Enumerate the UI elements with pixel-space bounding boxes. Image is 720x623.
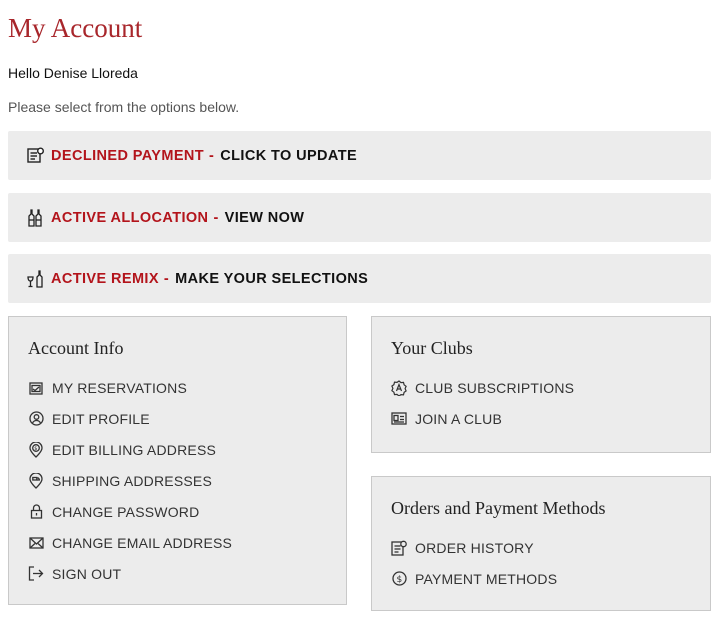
active-remix-alert[interactable]	[8, 254, 711, 303]
club-badge-icon	[391, 380, 407, 396]
your-clubs-heading: Your Clubs	[391, 338, 473, 358]
order-history-link[interactable]	[391, 532, 557, 563]
shipping-addresses-link[interactable]	[28, 465, 232, 496]
menu-label: CHANGE EMAIL ADDRESS	[52, 534, 233, 551]
lock-icon	[28, 504, 44, 520]
alert-action: VIEW NOW	[224, 209, 305, 226]
your-clubs-menu	[391, 372, 574, 434]
svg-text:$: $	[34, 445, 38, 452]
alert-separator: -	[209, 147, 215, 164]
instructions: Please select from the options below.	[8, 99, 240, 115]
user-icon	[28, 411, 44, 427]
account-info-panel	[8, 316, 347, 605]
alert-action: MAKE YOUR SELECTIONS	[175, 270, 369, 287]
account-info-menu	[28, 372, 232, 589]
payment-methods-link[interactable]	[391, 563, 557, 594]
alert-separator: -	[213, 209, 219, 226]
active-allocation-alert[interactable]	[8, 193, 711, 242]
wine-bottles-icon	[26, 208, 45, 227]
sign-out-icon	[28, 566, 44, 582]
menu-label: PAYMENT METHODS	[415, 570, 558, 587]
account-info-heading: Account Info	[28, 338, 124, 358]
club-subscriptions-link[interactable]	[391, 372, 574, 403]
join-a-club-link[interactable]	[391, 403, 574, 434]
alert-highlight: DECLINED PAYMENT	[51, 147, 205, 164]
alert-highlight: ACTIVE REMIX	[51, 270, 159, 287]
dollar-circle-icon	[391, 571, 407, 587]
menu-label: EDIT BILLING ADDRESS	[52, 441, 217, 458]
menu-label: ORDER HISTORY	[415, 539, 534, 556]
change-email-address-link[interactable]	[28, 527, 232, 558]
calendar-icon	[28, 380, 44, 396]
alert-action: CLICK TO UPDATE	[220, 147, 358, 164]
menu-label: CHANGE PASSWORD	[52, 503, 200, 520]
menu-label: SHIPPING ADDRESSES	[52, 472, 212, 489]
menu-label: JOIN A CLUB	[415, 410, 503, 427]
change-password-link[interactable]	[28, 496, 232, 527]
alert-separator: -	[163, 270, 170, 287]
payment-card-icon	[26, 146, 45, 165]
receipt-icon	[391, 540, 407, 556]
sign-out-link[interactable]	[28, 558, 232, 589]
edit-profile-link[interactable]	[28, 403, 232, 434]
menu-label: SIGN OUT	[52, 565, 122, 582]
menu-label: EDIT PROFILE	[52, 410, 150, 427]
orders-payment-panel	[371, 476, 711, 611]
declined-payment-alert[interactable]	[8, 131, 711, 180]
my-reservations-link[interactable]	[28, 372, 232, 403]
your-clubs-panel	[371, 316, 711, 453]
envelope-icon	[28, 535, 44, 551]
menu-label: CLUB SUBSCRIPTIONS	[415, 379, 575, 396]
wine-glass-bottle-icon	[26, 269, 45, 288]
truck-pin-icon	[28, 473, 44, 489]
alert-highlight: ACTIVE ALLOCATION	[51, 209, 209, 226]
edit-billing-address-link[interactable]	[28, 434, 232, 465]
orders-heading: Orders and Payment Methods	[391, 498, 606, 518]
page-title: My Account	[8, 13, 143, 43]
svg-text:$: $	[396, 575, 402, 585]
member-card-icon	[391, 411, 407, 427]
menu-label: MY RESERVATIONS	[52, 379, 187, 396]
greeting: Hello Denise Lloreda	[8, 65, 138, 81]
orders-menu	[391, 532, 557, 594]
dollar-pin-icon	[28, 442, 44, 458]
